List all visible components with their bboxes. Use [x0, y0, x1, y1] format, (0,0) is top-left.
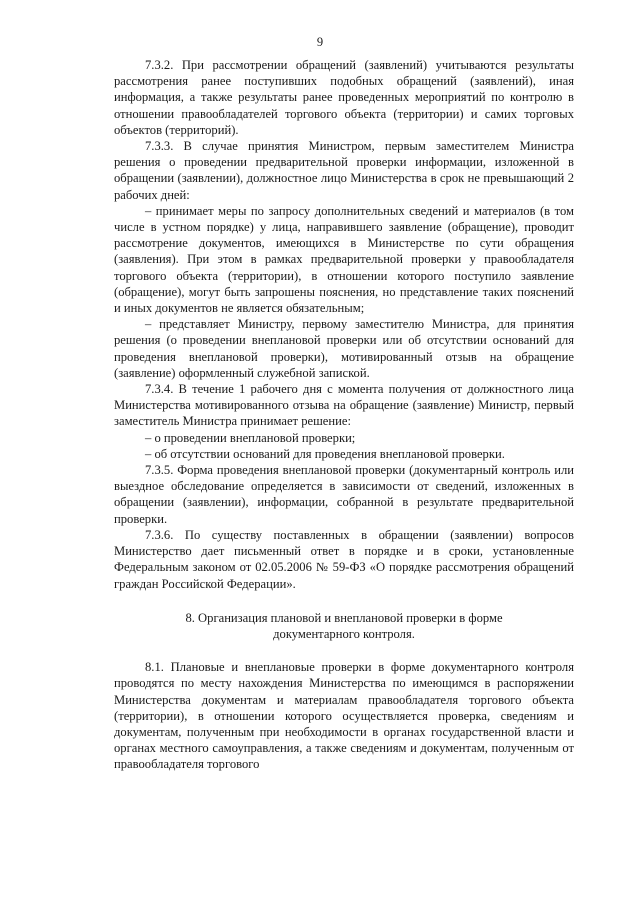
list-item-request-materials: – принимает меры по запросу дополнительных сведений и материалов (в том числе в устном порядке) у лица, направившего заявление (обращение), проводит рассмотрение документов, имеющихся в Министерстве по сути обращения (заявления). При этом в рамках предварительной проверки у правообладателя торгового объекта (территории), в отношении которого поступило заявление (обращение), могут быть запрошены пояснения, но представление таких пояснений и иных документов не является обязательным;	[114, 203, 574, 316]
paragraph-8-1: 8.1. Плановые и внеплановые проверки в форме документарного контроля проводятся по месту нахождения Министерства по имеющимся в распоряжении Министерства документам и материалам правообладателя торгового объекта (территории), в отношении которого осуществляется проверка, сведениям и документам, полученным при необходимости в органах государственной власти и органах местного самоуправления, а также сведениям и документам, полученным от правообладателя торгового	[114, 660, 574, 772]
paragraph-7-3-5: 7.3.5. Форма проведения внеплановой проверки (документарный контроль или выездное обследование определяется в зависимости от сведений, изложенных в обращении (заявлении), информации, собранной в результате предварительной проверки.	[114, 463, 574, 526]
section-heading-line-2: документарного контроля.	[273, 626, 415, 641]
paragraph-7-3-3: 7.3.3. В случае принятия Министром, первым заместителем Министра решения о проведении предварительной проверки информации, изложенной в обращении (заявлении), должностное лицо Министерства в срок не превышающий 2 рабочих дней:	[114, 139, 574, 202]
page-number: 9	[316, 35, 324, 49]
document-body	[114, 57, 574, 773]
list-item-no-grounds: – об отсутствии оснований для проведения внеплановой проверки.	[145, 446, 505, 461]
list-item-conduct-inspection: – о проведении внеплановой проверки;	[145, 430, 356, 445]
paragraph-7-3-6: 7.3.6. По существу поставленных в обращении (заявлении) вопросов Министерство дает письменный ответ в порядке и в сроки, установленные Федеральным законом от 02.05.2006 № 59-ФЗ «О порядке рассмотрения обращений граждан Российской Федерации».	[114, 527, 574, 591]
section-heading-8	[114, 610, 574, 642]
paragraph-7-3-4: 7.3.4. В течение 1 рабочего дня с момента получения от должностного лица Министерства мотивированного отзыва на обращение (заявление) Министр, первый заместитель Министра принимает решение:	[114, 382, 574, 429]
section-heading-line-1: 8. Организация плановой и внеплановой проверки в форме	[185, 610, 503, 625]
list-item-submit-review: – представляет Министру, первому заместителю Министра, для принятия решения (о проведении внеплановой проверки или об отсутствии оснований для проведения внеплановой проверки), мотивированный отзыв на обращение (заявление) оформленный служебной запиской.	[114, 317, 574, 380]
paragraph-7-3-2: 7.3.2. При рассмотрении обращений (заявлений) учитываются результаты рассмотрения ранее поступивших подобных обращений (заявлений), иная информация, а также результаты ранее проведенных мероприятий по контролю в отношении правообладателей торгового объекта (территории) и самих торговых объектов (территорий).	[114, 58, 574, 137]
